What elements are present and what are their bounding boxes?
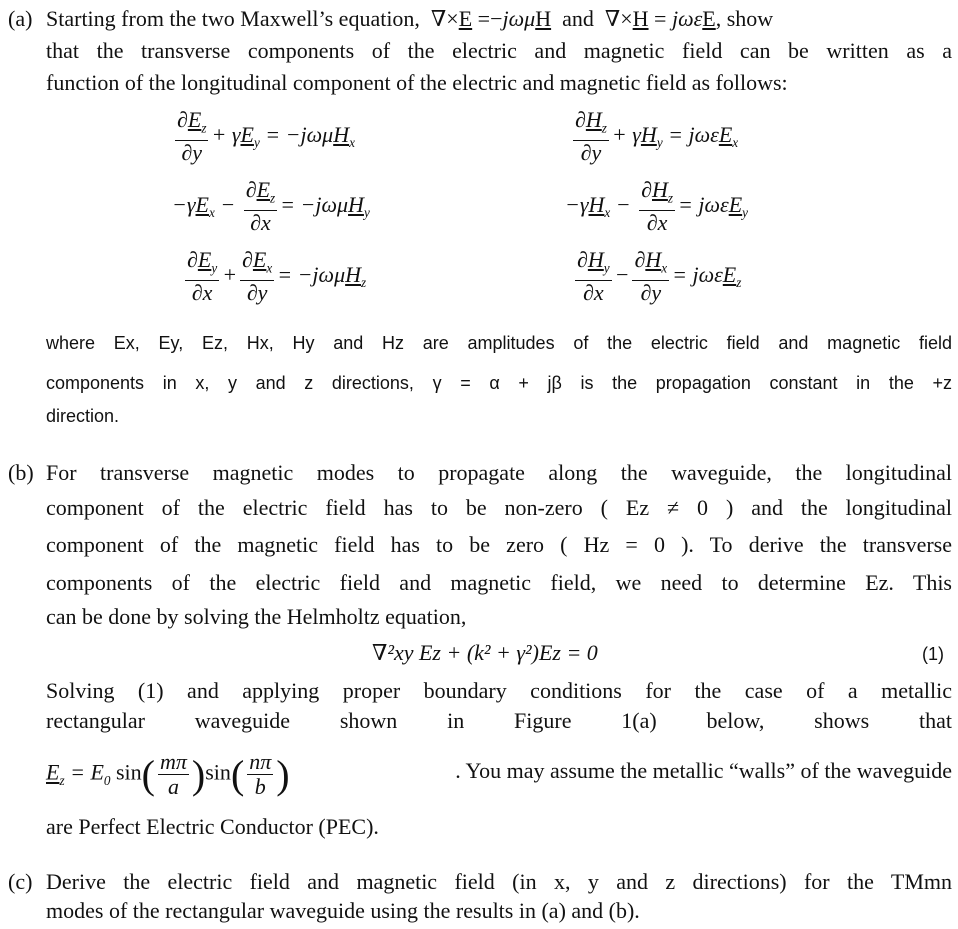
part-a-line2: that the transverse components of the electric and magnetic field can be written as a <box>46 38 952 63</box>
part-a-where1: where Ex, Ey, Ez, Hx, Hy and Hz are amplitudes of the electric field and magnetic field <box>46 333 952 353</box>
part-a-where2: components in x, y and z directions, γ = α + jβ is the propagation constant in the +z <box>46 373 952 393</box>
helmholtz-equation: ∇²xy Ez + (k² + γ²)Ez = 0 <box>372 640 598 665</box>
part-c-line2: modes of the rectangular waveguide using the results in (a) and (b). <box>46 898 640 923</box>
equation-h2: $-\gamma H_x$ − $\frac{\partial H_z}{\partial x}$ = jωεE$_y$ <box>565 177 749 236</box>
part-c-label: (c) <box>8 869 33 894</box>
equation-e1: $\frac{\partial E_z}{\partial y}$ + $\gamma E_y = -j\omega\mu H_x$ <box>177 107 355 166</box>
equation-e3: $\frac{\partial E_y}{\partial x}$ + $\frac{\partial E_x}{\partial y}$ = −jωμH$_z$ <box>187 247 367 306</box>
ez-solution: $E_z = E_0$ sin( $\frac{m\pi}{a}$ )sin( $\frac{n\pi}{b}$ ) <box>46 749 290 799</box>
part-b-label: (b) <box>8 460 34 485</box>
part-b-line2: component of the electric field has to be non-zero ( Ez ≠ 0 ) and the longitudinal <box>46 495 952 520</box>
part-b-line6: Solving (1) and applying proper boundary conditions for the case of a metallic <box>46 678 952 703</box>
part-a-where3: direction. <box>46 406 120 426</box>
part-b-line7: rectangular waveguide shown in Figure 1(a) below, shows that <box>46 708 952 733</box>
equation-h1: $\frac{\partial H_z}{\partial y}$ + $\gamma H_y = j\omega\varepsilon E_x$ <box>575 107 739 166</box>
part-b-line4: components of the electric field and magnetic field, we need to determine Ez. This <box>46 570 952 595</box>
part-b-line3: component of the magnetic field has to be zero ( Hz = 0 ). To derive the transverse <box>46 532 952 557</box>
equation-number: (1) <box>922 644 944 664</box>
part-b-line8: . You may assume the metallic “walls” of the waveguide <box>455 758 952 783</box>
equation-e2: $-\gamma E_x$ − $\frac{\partial E_z}{\partial x}$ = −jωμH$_y$ <box>172 177 370 236</box>
part-a-line1: Starting from the two Maxwell’s equation, ∇×E =−jωμH and ∇×H = jωεE, show <box>46 6 774 31</box>
equation-h3: $\frac{\partial H_y}{\partial x}$ − $\frac{\partial H_x}{\partial y}$ = jωεE$_z$ <box>577 247 742 306</box>
part-a-line3: function of the longitudinal component of the electric and magnetic field as follows: <box>46 70 788 95</box>
part-a-label: (a) <box>8 6 33 31</box>
part-c-line1: Derive the electric field and magnetic field (in x, y and z directions) for the TMmn <box>46 869 952 894</box>
part-b-line1: For transverse magnetic modes to propagate along the waveguide, the longitudinal <box>46 460 952 485</box>
part-b-line9: are Perfect Electric Conductor (PEC). <box>46 814 379 839</box>
part-b-line5: can be done by solving the Helmholtz equation, <box>46 604 467 629</box>
